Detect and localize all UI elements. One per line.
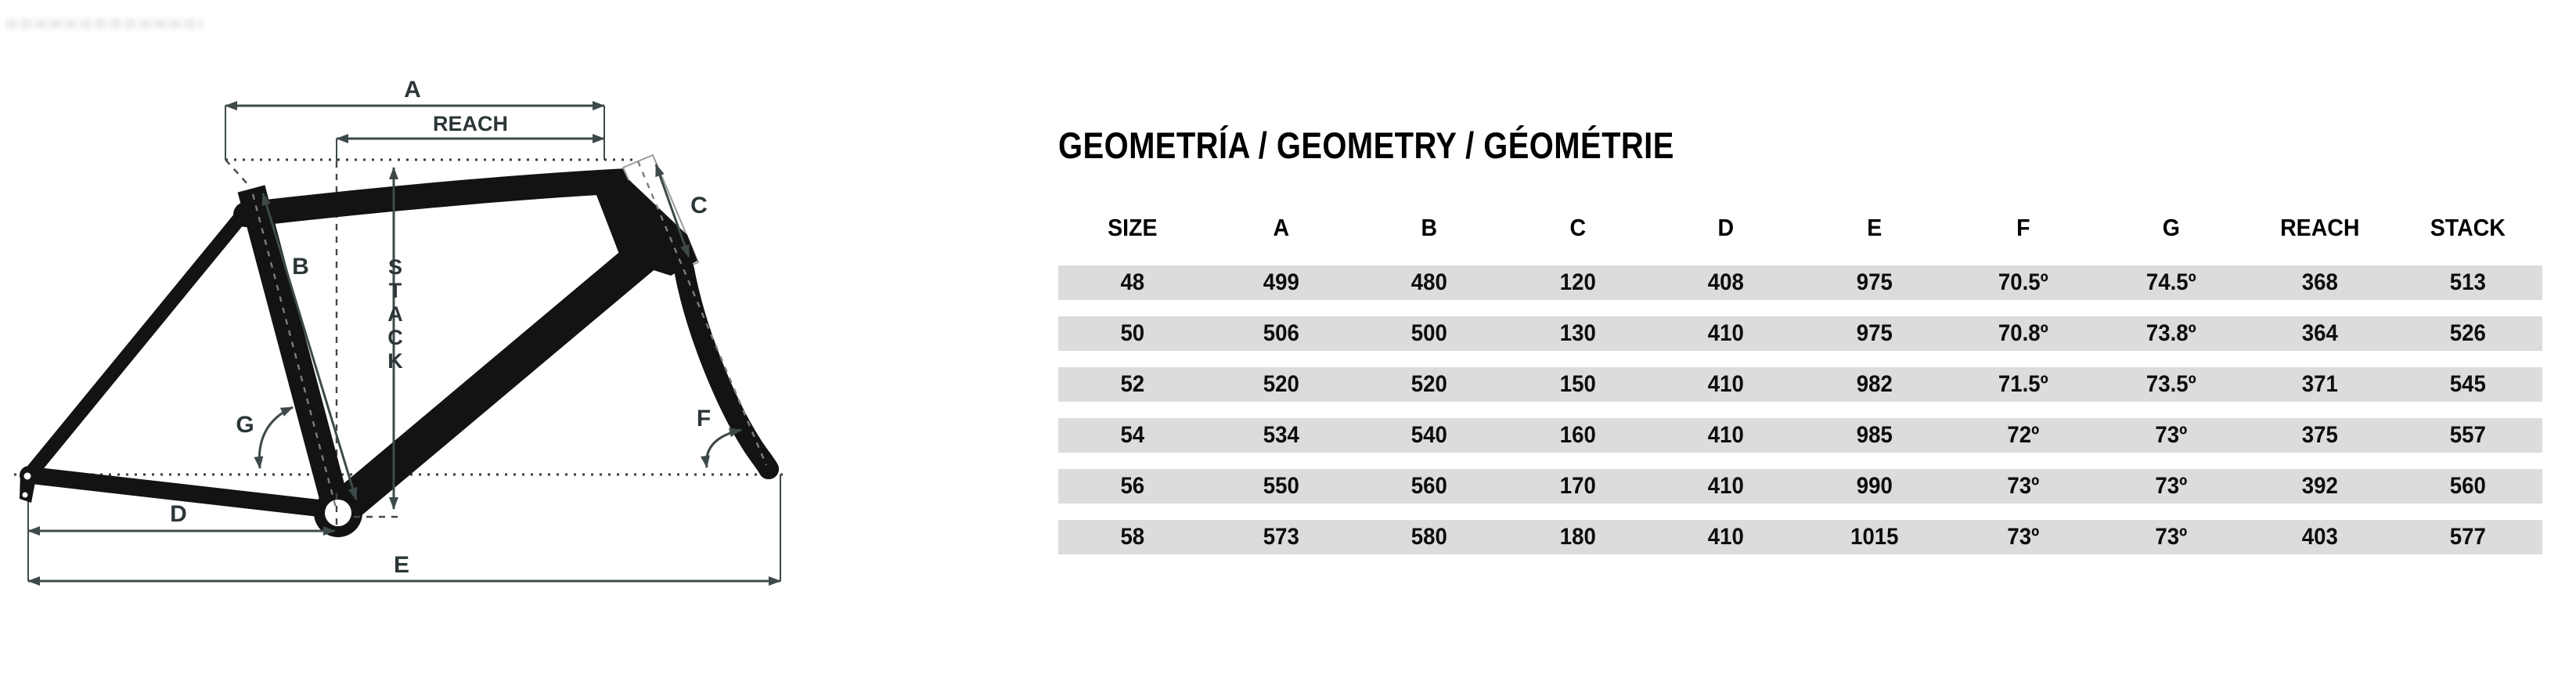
column-header: F xyxy=(2016,214,2030,241)
table-cell: 520 xyxy=(1263,371,1299,397)
table-cell: 73º xyxy=(2006,524,2039,550)
column-header: D xyxy=(1717,214,1735,241)
table-cell: 120 xyxy=(1559,269,1596,295)
table-row xyxy=(1058,367,2542,402)
table-cell: 48 xyxy=(1120,269,1145,295)
table-row xyxy=(1058,520,2542,554)
table-cell: 410 xyxy=(1708,473,1745,499)
geometry-table xyxy=(1058,124,2542,550)
table-cell: 364 xyxy=(2301,320,2338,346)
seat-tube xyxy=(251,189,337,512)
bottom-bracket-hole xyxy=(325,500,351,526)
table-cell: 985 xyxy=(1856,422,1893,448)
seat-stay-tube xyxy=(29,205,250,475)
label-c: C xyxy=(690,193,708,218)
column-header: C xyxy=(1569,214,1586,241)
table-cell: 73º xyxy=(2155,524,2188,550)
table-cell: 74.5º xyxy=(2146,269,2196,295)
table-cell: 73º xyxy=(2155,473,2188,499)
table-cell: 371 xyxy=(2301,371,2338,397)
dim-arc-g-seat-angle xyxy=(259,407,293,468)
dropout-eyelet xyxy=(23,493,28,498)
table-cell: 975 xyxy=(1856,269,1893,295)
table-cell: 50 xyxy=(1120,320,1145,346)
table-cell: 526 xyxy=(2450,320,2487,346)
label-d: D xyxy=(170,501,187,527)
table-cell: 410 xyxy=(1708,320,1745,346)
table-cell: 534 xyxy=(1263,422,1299,448)
label-g: G xyxy=(236,412,254,438)
table-cell: 160 xyxy=(1559,422,1596,448)
label-e: E xyxy=(393,552,410,578)
label-f: F xyxy=(696,406,712,431)
table-cell: 170 xyxy=(1559,473,1596,499)
table-cell: 1015 xyxy=(1850,524,1899,550)
table-cell: 71.5º xyxy=(1998,371,2048,397)
table-cell: 368 xyxy=(2301,269,2338,295)
table-row xyxy=(1058,316,2542,351)
column-header: B xyxy=(1421,214,1438,241)
table-cell: 180 xyxy=(1559,524,1596,550)
table-cell: 54 xyxy=(1120,422,1145,448)
table-cell: 545 xyxy=(2450,371,2487,397)
table-cell: 410 xyxy=(1708,524,1745,550)
column-header: G xyxy=(2162,214,2181,241)
table-cell: 410 xyxy=(1708,422,1745,448)
table-cell: 560 xyxy=(2450,473,2487,499)
table-cell: 58 xyxy=(1120,524,1145,550)
table-cell: 500 xyxy=(1410,320,1448,346)
table-cell: 577 xyxy=(2450,524,2487,550)
table-cell: 580 xyxy=(1410,524,1448,550)
table-header-row xyxy=(1058,211,2542,245)
table-cell: 403 xyxy=(2301,524,2338,550)
table-cell: 506 xyxy=(1263,320,1299,346)
label-stack: S T A C K xyxy=(387,255,403,373)
table-cell: 56 xyxy=(1120,473,1145,499)
table-cell: 520 xyxy=(1410,371,1448,397)
table-cell: 73º xyxy=(2006,473,2039,499)
dropout-eyelet xyxy=(24,473,31,480)
table-body xyxy=(1058,265,2542,571)
table-cell: 72º xyxy=(2006,422,2039,448)
table-cell: 375 xyxy=(2301,422,2338,448)
column-header: E xyxy=(1867,214,1882,241)
table-cell: 73.8º xyxy=(2146,320,2196,346)
column-header: STACK xyxy=(2430,214,2506,241)
table-cell: 410 xyxy=(1708,371,1745,397)
table-cell: 52 xyxy=(1120,371,1145,397)
top-tube xyxy=(246,181,628,215)
column-header: A xyxy=(1273,214,1289,241)
table-cell: 150 xyxy=(1559,371,1596,397)
table-cell: 560 xyxy=(1410,473,1448,499)
column-header: REACH xyxy=(2279,214,2360,241)
label-reach: REACH xyxy=(432,112,509,135)
table-cell: 392 xyxy=(2301,473,2338,499)
table-cell: 513 xyxy=(2450,269,2487,295)
table-cell: 70.8º xyxy=(1998,320,2048,346)
table-cell: 408 xyxy=(1708,269,1745,295)
table-cell: 70.5º xyxy=(1998,269,2048,295)
table-cell: 480 xyxy=(1410,269,1448,295)
table-row xyxy=(1058,418,2542,453)
table-cell: 990 xyxy=(1856,473,1893,499)
label-a: A xyxy=(404,77,421,103)
table-cell: 573 xyxy=(1263,524,1299,550)
table-cell: 975 xyxy=(1856,320,1893,346)
table-cell: 73º xyxy=(2155,422,2188,448)
table-cell: 499 xyxy=(1263,269,1299,295)
seat-axis-extension-dashed xyxy=(225,160,250,186)
table-cell: 982 xyxy=(1856,371,1893,397)
table-cell: 550 xyxy=(1263,473,1299,499)
table-cell: 557 xyxy=(2450,422,2487,448)
label-b: B xyxy=(292,254,309,280)
table-cell: 540 xyxy=(1410,422,1448,448)
front-dropout xyxy=(758,459,779,479)
column-header: SIZE xyxy=(1108,214,1158,241)
table-cell: 130 xyxy=(1559,320,1596,346)
table-row xyxy=(1058,265,2542,300)
frame-geometry-diagram xyxy=(0,0,830,675)
table-cell: 73.5º xyxy=(2146,371,2196,397)
table-title: GEOMETRÍA / GEOMETRY / GÉOMÉTRIE xyxy=(1058,125,1674,166)
table-row xyxy=(1058,469,2542,504)
